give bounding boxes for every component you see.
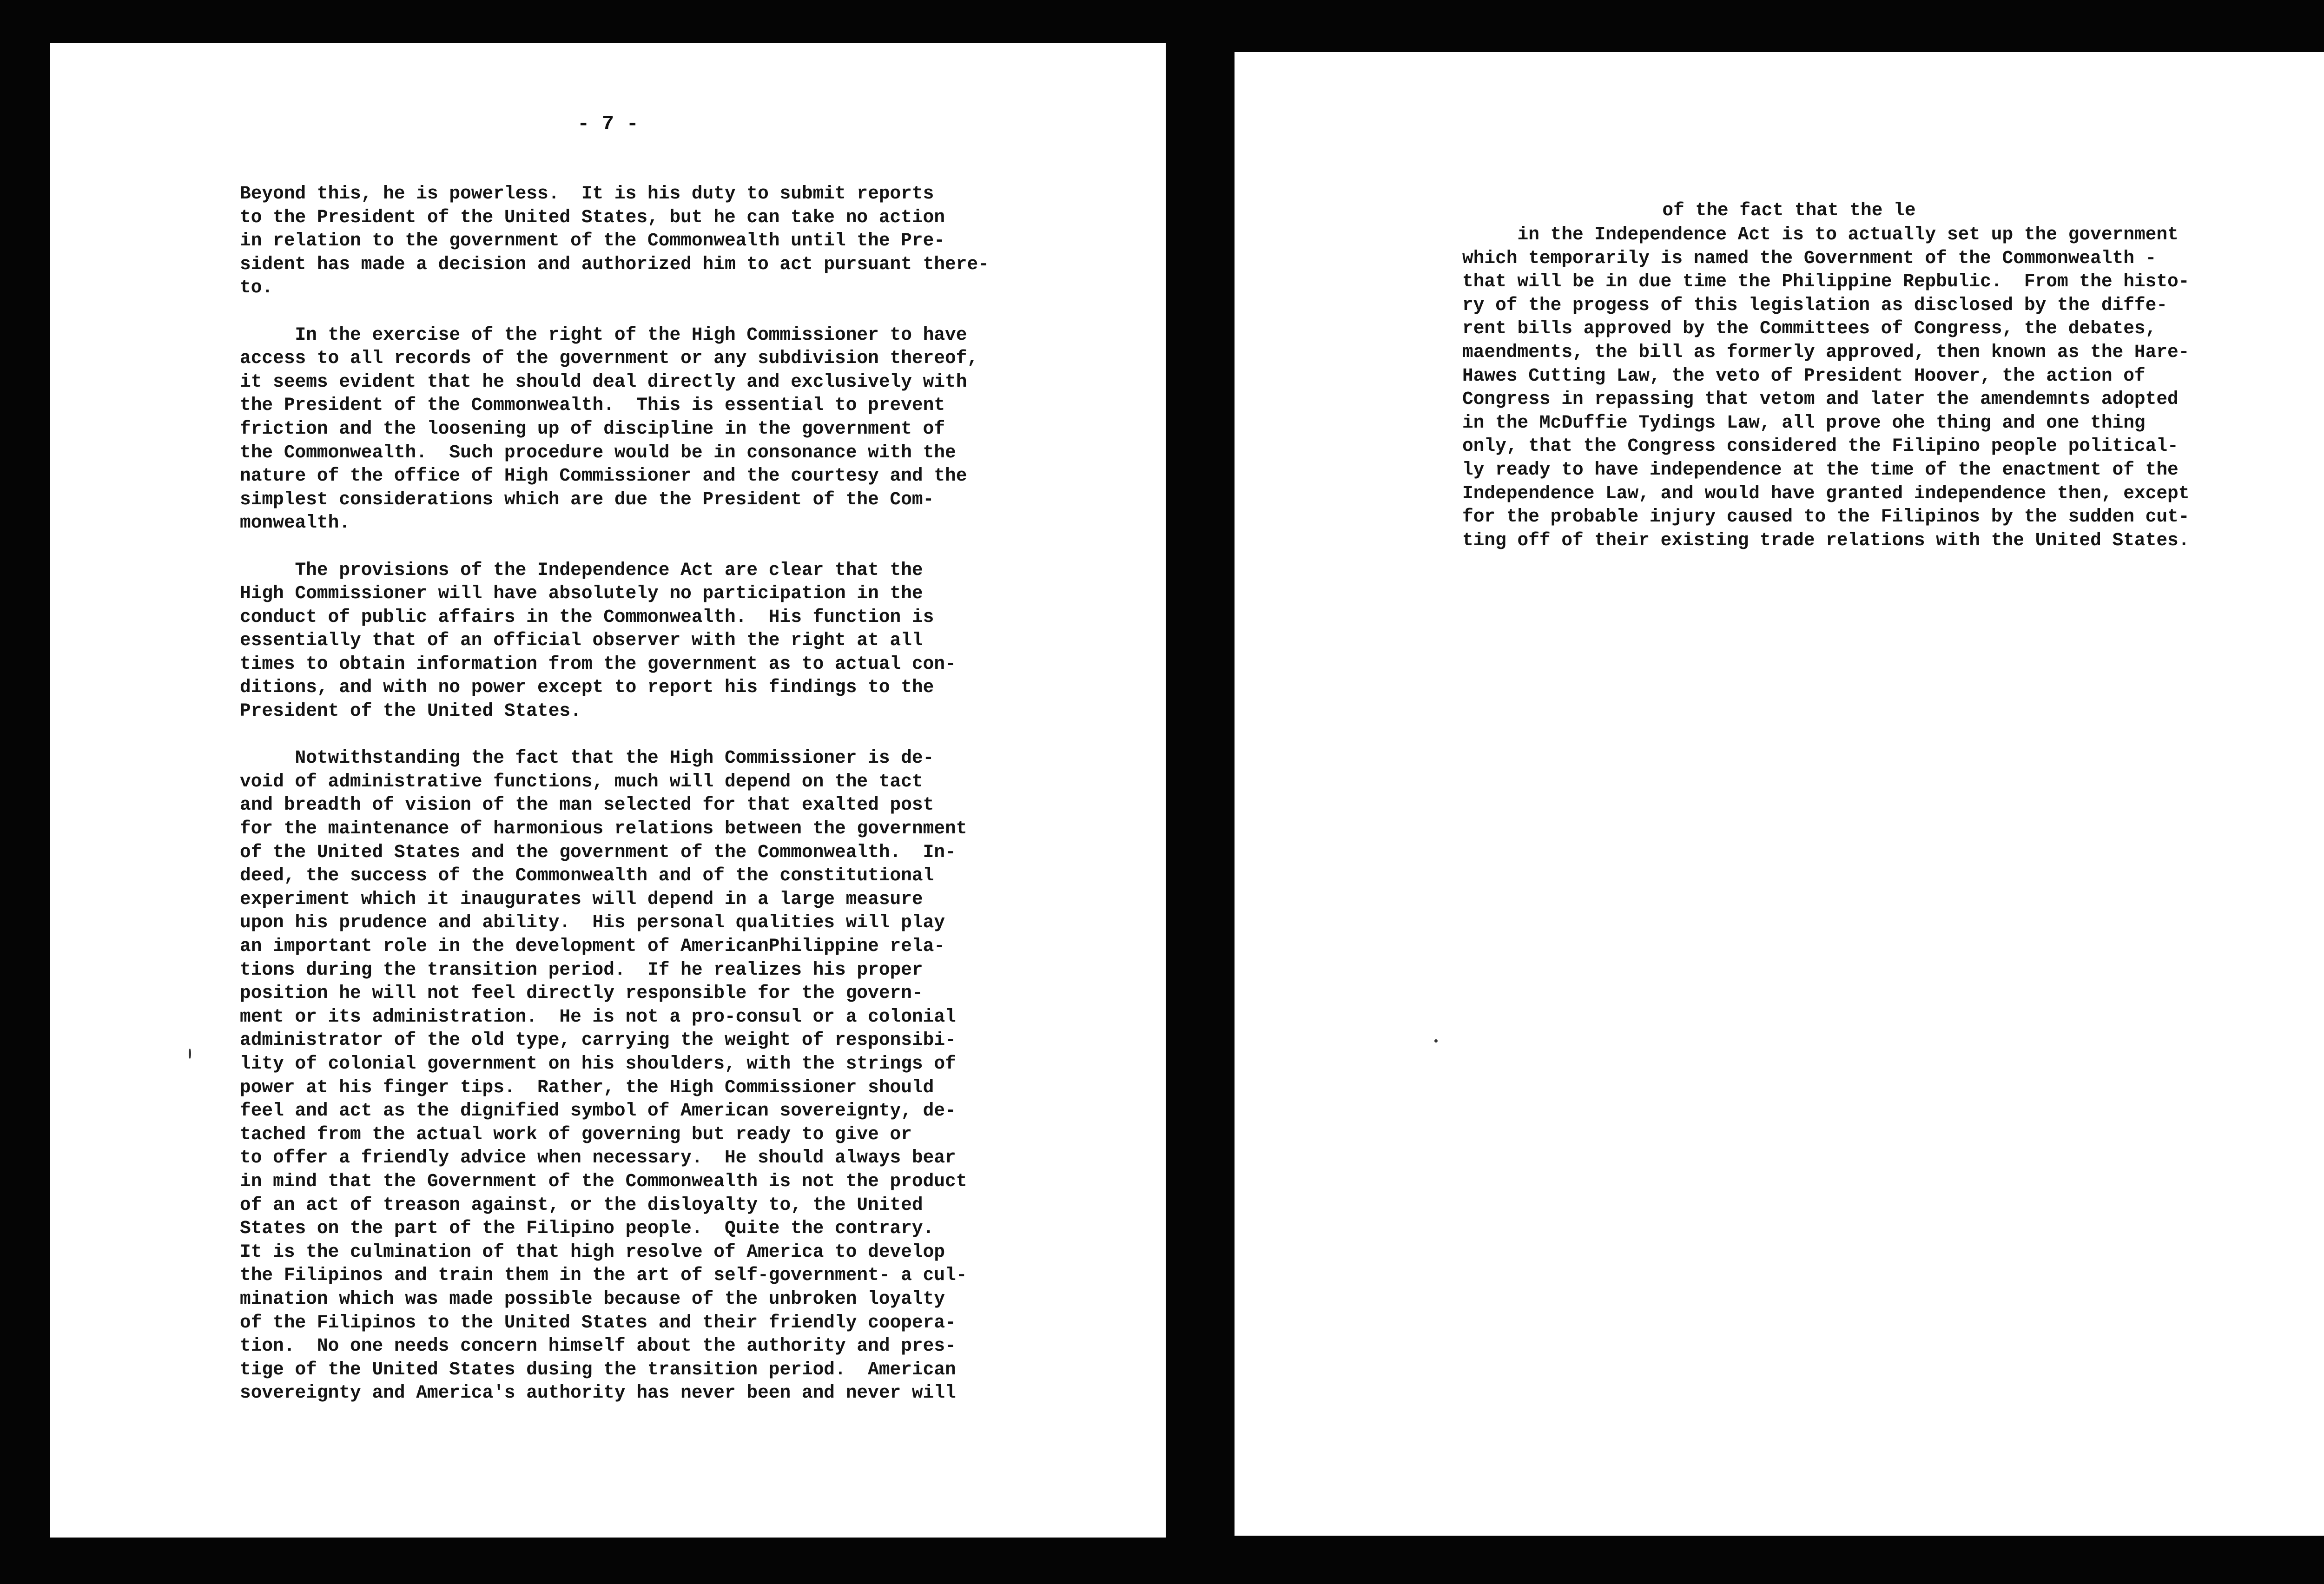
text-line: tige of the United States dusing the transition period. American [240, 1359, 956, 1380]
text-line: position he will not feel directly responsible for the govern- [240, 983, 923, 1004]
text-line: Hawes Cutting Law, the veto of President Hoover, the action of [1462, 365, 2146, 386]
text-line: ditions, and with no power except to report his findings to the [240, 677, 934, 698]
text-line: In the exercise of the right of the High Commissioner to have [240, 324, 967, 345]
text-line: rent bills approved by the Committees of Congress, the debates, [1462, 318, 2157, 339]
text-line: The provisions of the Independence Act are clear that the [240, 559, 923, 581]
text-line: sovereignty and America's authority has never been and never will [240, 1382, 956, 1404]
text-line: it seems evident that he should deal directly and exclusively with [240, 371, 967, 392]
text-line: simplest considerations which are due the President of the Com- [240, 488, 934, 510]
text-line: nature of the office of High Commissioner and the courtesy and the [240, 465, 967, 487]
text-line: of an act of treason against, or the disloyalty to, the United [240, 1194, 923, 1215]
text-line: Independence Law, and would have granted independence then, except [1462, 482, 2190, 504]
text-line: and breadth of vision of the man selected for that exalted post [240, 794, 934, 816]
text-line: deed, the success of the Commonwealth and of the constitutional [240, 865, 934, 886]
text-line: power at his finger tips. Rather, the High Commissioner should [240, 1076, 934, 1098]
text-line: lity of colonial government on his shoulders, with the strings of [240, 1053, 956, 1074]
text-line: ment or its administration. He is not a pro-consul or a colonial [240, 1006, 956, 1027]
text-line: the Commonwealth. Such procedure would be in consonance with the [240, 442, 956, 463]
text-line: tion. No one needs concern himself about the authority and pres- [240, 1335, 956, 1357]
text-line: of the United States and the government of the Commonwealth. In- [240, 841, 956, 863]
text-line: President of the United States. [240, 700, 581, 722]
text-line: ry of the progess of this legislation as disclosed by the diffe- [1462, 294, 2168, 316]
scan-speck [1434, 1039, 1438, 1043]
text-line: monwealth. [240, 512, 350, 534]
text-line: friction and the loosening up of discipline in the government of [240, 418, 945, 439]
text-line: in the Independence Act is to actually set up the government [1462, 224, 2179, 245]
text-line: in relation to the government of the Commonwealth until the Pre- [240, 230, 945, 251]
text-line: conduct of public affairs in the Commonwealth. His function is [240, 606, 934, 627]
text-line: which temporarily is named the Government of the Commonwealth - [1462, 247, 2157, 269]
text-line: It is the culmination of that high resolve of America to develop [240, 1241, 945, 1262]
left-page-body-text [240, 182, 989, 1405]
left-document-page [50, 43, 1166, 1538]
text-line: void of administrative functions, much will depend on the tact [240, 771, 923, 792]
text-line: the President of the Commonwealth. This is essential to prevent [240, 395, 945, 416]
right-page-heading: of the fact that the le [1662, 200, 1916, 221]
text-line: Beyond this, he is powerless. It is his duty to submit reports [240, 183, 934, 204]
text-line: upon his prudence and ability. His personal qualities will play [240, 912, 945, 933]
text-line: Notwithstanding the fact that the High Commissioner is de- [240, 747, 934, 769]
text-line: to. [240, 277, 273, 298]
text-line: to offer a friendly advice when necessary. He should always bear [240, 1147, 956, 1168]
text-line: in mind that the Government of the Commonwealth is not the product [240, 1170, 967, 1192]
text-line: sident has made a decision and authorized him to act pursuant there- [240, 253, 989, 275]
text-line: an important role in the development of AmericanPhilippine rela- [240, 936, 945, 957]
text-line: Congress in repassing that vetom and later the amendemnts adopted [1462, 389, 2179, 410]
text-line: times to obtain information from the government as to actual con- [240, 653, 956, 674]
text-line: mination which was made possible because of the unbroken loyalty [240, 1288, 945, 1309]
right-document-page [1235, 52, 2324, 1536]
scan-speck [189, 1049, 191, 1059]
text-line: for the probable injury caused to the Filipinos by the sudden cut- [1462, 506, 2190, 528]
text-line: the Filipinos and train them in the art of self-government- a cul- [240, 1265, 967, 1286]
text-line: essentially that of an official observer with the right at all [240, 630, 923, 651]
text-line: States on the part of the Filipino people. Quite the contrary. [240, 1218, 934, 1239]
text-line: that will be in due time the Philippine Repbulic. From the histo- [1462, 271, 2190, 292]
text-line: feel and act as the dignified symbol of American sovereignty, de- [240, 1100, 956, 1122]
text-line: tions during the transition period. If he realizes his proper [240, 959, 923, 980]
text-line: High Commissioner will have absolutely no participation in the [240, 583, 923, 604]
text-line: experiment which it inaugurates will depend in a large measure [240, 888, 923, 910]
text-line: in the McDuffie Tydings Law, all prove ohe thing and one thing [1462, 412, 2146, 433]
text-line: access to all records of the government or any subdivision thereof, [240, 348, 978, 369]
text-line: for the maintenance of harmonious relations between the government [240, 818, 967, 839]
text-line: of the Filipinos to the United States and their friendly coopera- [240, 1312, 956, 1333]
text-line: ting off of their existing trade relations with the United States. [1462, 529, 2190, 551]
text-line: only, that the Congress considered the Filipino people political- [1462, 436, 2179, 457]
text-line: maendments, the bill as formerly approved, then known as the Hare- [1462, 341, 2190, 363]
right-page-body-text [1462, 223, 2189, 552]
text-line: administrator of the old type, carrying the weight of responsibi- [240, 1030, 956, 1051]
text-line: to the President of the United States, but he can take no action [240, 206, 945, 228]
page-number: - 7 - [577, 112, 639, 136]
text-line: ly ready to have independence at the time of the enactment of the [1462, 459, 2179, 480]
text-line: tached from the actual work of governing but ready to give or [240, 1123, 912, 1145]
